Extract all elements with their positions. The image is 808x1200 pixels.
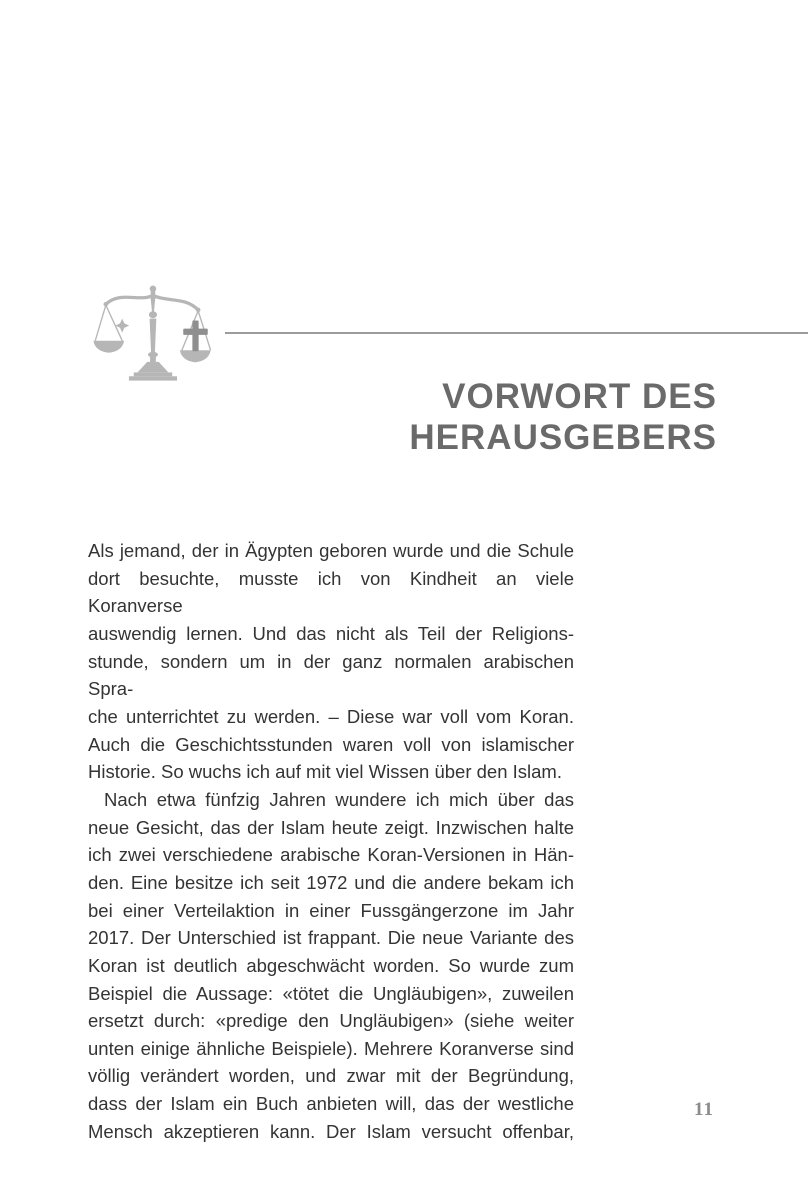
chapter-title-line2: HERAUSGEBERS bbox=[409, 418, 717, 457]
text-line: 2017. Der Unterschied ist frappant. Die neue Variante des bbox=[88, 927, 574, 949]
text-line: Nach etwa fünfzig Jahren wundere ich mich über das bbox=[104, 788, 574, 810]
text-line: völlig verändert worden, und zwar mit der Begründung, bbox=[88, 1065, 574, 1087]
text-line: Auch die Geschichtsstunden waren voll von islamischer bbox=[88, 733, 574, 755]
text-line: Als jemand, der in Ägypten geboren wurde und die Schule bbox=[88, 540, 574, 561]
chapter-title bbox=[409, 376, 717, 458]
text-line: auswendig lernen. Und das nicht als Teil der Religions- bbox=[88, 622, 574, 644]
text-line: neue Gesicht, das der Islam heute zeigt. Inzwischen halte bbox=[88, 816, 574, 838]
text-line: Historie. So wuchs ich auf mit viel Wissen über den Islam. bbox=[88, 761, 562, 783]
text-line: dort besuchte, musste ich von Kindheit an viele Koranverse bbox=[88, 567, 574, 617]
text-line: Beispiel die Aussage: «tötet die Ungläubigen», zuweilen bbox=[88, 982, 574, 1004]
header-rule bbox=[225, 332, 808, 334]
text-line: dass der Islam ein Buch anbieten will, das der westliche bbox=[88, 1093, 574, 1115]
text-line: che unterrichtet zu werden. – Diese war voll vom Koran. bbox=[88, 705, 574, 727]
balance-scale-crescent-cross-icon bbox=[93, 283, 211, 383]
body-text bbox=[88, 537, 574, 1145]
chapter-title-line1: VORWORT DES bbox=[442, 377, 717, 416]
text-line: stunde, sondern um in der ganz normalen arabischen Spra- bbox=[88, 650, 574, 700]
text-line: Koran ist deutlich abgeschwächt worden. So wurde zum bbox=[88, 954, 574, 976]
text-line: den. Eine besitze ich seit 1972 und die andere bekam ich bbox=[88, 871, 574, 893]
text-line: ich zwei verschiedene arabische Koran-Versionen in Hän- bbox=[88, 844, 574, 866]
page-number: 11 bbox=[694, 1099, 714, 1120]
text-line: Mensch akzeptieren kann. Der Islam versucht offenbar, bbox=[88, 1120, 574, 1142]
text-line: ersetzt durch: «predige den Ungläubigen» (siehe weiter bbox=[88, 1010, 574, 1032]
text-line: bei einer Verteilaktion in einer Fussgängerzone im Jahr bbox=[88, 899, 574, 921]
text-line: unten einige ähnliche Beispiele). Mehrere Koranverse sind bbox=[88, 1037, 574, 1059]
